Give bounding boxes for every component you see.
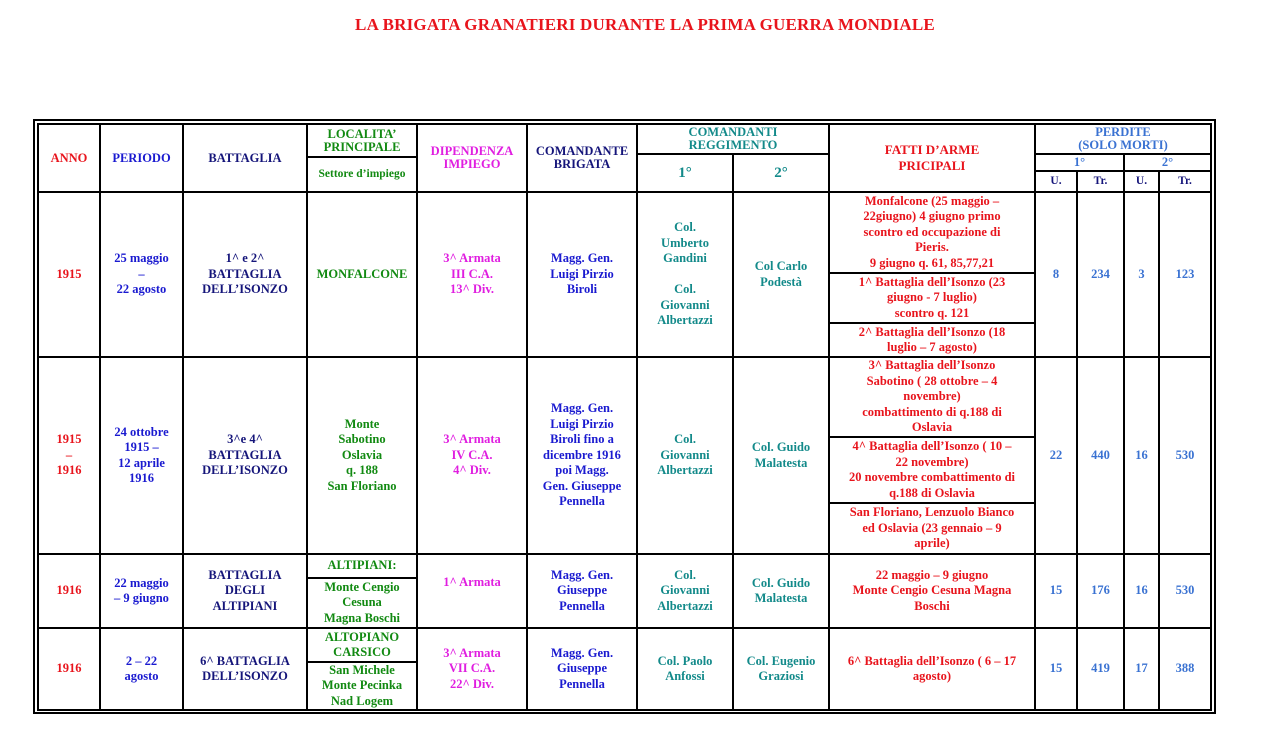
row2-regg2: Col. Guido Malatesta (732, 356, 830, 555)
row3-regg1: Col. Giovanni Albertazzi (636, 553, 734, 629)
header-regg2: 2° (732, 153, 830, 193)
row4-perdite-tr2: 388 (1158, 627, 1212, 711)
row3-regg2: Col. Guido Malatesta (732, 553, 830, 629)
row1-regg2: Col Carlo Podestà (732, 191, 830, 358)
row1-comandante: Magg. Gen. Luigi Pirzio Biroli (526, 191, 638, 358)
row3-dipendenza: 1^ Armata (416, 553, 528, 629)
row2-perdite-u2: 16 (1123, 356, 1160, 555)
row4-localita: San Michele Monte Pecinka Nad Logem (306, 661, 418, 711)
header-tr2: Tr. (1158, 170, 1212, 193)
row2-fatti-1: 3^ Battaglia dell’Isonzo Sabotino ( 28 ottobre – 4 novembre) combattimento di q.188 di Oslavia (828, 356, 1036, 438)
row2-comandante: Magg. Gen. Luigi Pirzio Biroli fino a dicembre 1916 poi Magg. Gen. Giuseppe Pennella (526, 356, 638, 555)
row3-battaglia: BATTAGLIA DEGLI ALTIPIANI (182, 553, 308, 629)
row2-fatti-3: San Floriano, Lenzuolo Bianco ed Oslavia (23 gennaio – 9 aprile) (828, 502, 1036, 555)
row4-localita-top: ALTOPIANO CARSICO (306, 627, 418, 663)
row2-regg1: Col. Giovanni Albertazzi (636, 356, 734, 555)
row2-perdite-tr1: 440 (1076, 356, 1125, 555)
row4-comandante: Magg. Gen. Giuseppe Pennella (526, 627, 638, 711)
row4-dipendenza: 3^ Armata VII C.A. 22^ Div. (416, 627, 528, 711)
row3-perdite-tr1: 176 (1076, 553, 1125, 629)
row3-perdite-u2: 16 (1123, 553, 1160, 629)
header-localita: LOCALITA’ PRINCIPALE (306, 123, 418, 158)
row1-dipendenza: 3^ Armata III C.A. 13^ Div. (416, 191, 528, 358)
row3-periodo: 22 maggio – 9 giugno (99, 553, 184, 629)
row4-perdite-tr1: 419 (1076, 627, 1125, 711)
row4-regg2: Col. Eugenio Graziosi (732, 627, 830, 711)
row2-battaglia: 3^e 4^ BATTAGLIA DELL’ISONZO (182, 356, 308, 555)
row3-comandante: Magg. Gen. Giuseppe Pennella (526, 553, 638, 629)
row1-perdite-u2: 3 (1123, 191, 1160, 358)
row4-periodo: 2 – 22 agosto (99, 627, 184, 711)
row1-perdite-tr1: 234 (1076, 191, 1125, 358)
row1-fatti-2: 1^ Battaglia dell’Isonzo (23 giugno - 7 luglio) scontro q. 121 (828, 272, 1036, 324)
header-perdite-2: 2° (1123, 153, 1212, 172)
header-settore: Settore d’impiego (306, 156, 418, 193)
header-comandanti-reggimento: COMANDANTI REGGIMENTO (636, 123, 830, 155)
row2-anno: 1915 – 1916 (37, 356, 101, 555)
row1-localita: MONFALCONE (306, 191, 418, 358)
row2-fatti-2: 4^ Battaglia dell’Isonzo ( 10 – 22 novembre) 20 novembre combattimento di q.188 di Oslavia (828, 436, 1036, 504)
row1-anno: 1915 (37, 191, 101, 358)
header-perdite-1: 1° (1034, 153, 1125, 172)
row1-perdite-u1: 8 (1034, 191, 1078, 358)
header-dipendenza: DIPENDENZA IMPIEGO (416, 123, 528, 193)
row2-localita: Monte Sabotino Oslavia q. 188 San Floriano (306, 356, 418, 555)
row4-perdite-u1: 15 (1034, 627, 1078, 711)
row3-localita: Monte Cengio Cesuna Magna Boschi (306, 577, 418, 629)
header-u2: U. (1123, 170, 1160, 193)
header-anno: ANNO (37, 123, 101, 193)
header-perdite: PERDITE (SOLO MORTI) (1034, 123, 1212, 155)
row4-battaglia: 6^ BATTAGLIA DELL’ISONZO (182, 627, 308, 711)
row2-periodo: 24 ottobre 1915 – 12 aprile 1916 (99, 356, 184, 555)
row2-perdite-tr2: 530 (1158, 356, 1212, 555)
page-title: LA BRIGATA GRANATIERI DURANTE LA PRIMA GUERRA MONDIALE (355, 15, 935, 34)
row1-fatti-1: Monfalcone (25 maggio – 22giugno) 4 giugno primo scontro ed occupazione di Pieris. 9 giugno q. 61, 85,77,21 (828, 191, 1036, 274)
header-fatti: FATTI D’ARME PRICIPALI (828, 123, 1036, 193)
row1-battaglia: 1^ e 2^ BATTAGLIA DELL’ISONZO (182, 191, 308, 358)
row4-anno: 1916 (37, 627, 101, 711)
row3-perdite-u1: 15 (1034, 553, 1078, 629)
header-regg1: 1° (636, 153, 734, 193)
row4-perdite-u2: 17 (1123, 627, 1160, 711)
header-periodo: PERIODO (99, 123, 184, 193)
row1-regg1: Col. Umberto Gandini Col. Giovanni Albertazzi (636, 191, 734, 358)
row1-periodo: 25 maggio – 22 agosto (99, 191, 184, 358)
row3-localita-top: ALTIPIANI: (306, 553, 418, 579)
row1-fatti-3: 2^ Battaglia dell’Isonzo (18 luglio – 7 agosto) (828, 322, 1036, 358)
row4-regg1: Col. Paolo Anfossi (636, 627, 734, 711)
header-u1: U. (1034, 170, 1078, 193)
row3-anno: 1916 (37, 553, 101, 629)
row1-perdite-tr2: 123 (1158, 191, 1212, 358)
header-comandante: COMANDANTE BRIGATA (526, 123, 638, 193)
header-tr1: Tr. (1076, 170, 1125, 193)
row2-dipendenza: 3^ Armata IV C.A. 4^ Div. (416, 356, 528, 555)
row4-fatti: 6^ Battaglia dell’Isonzo ( 6 – 17 agosto) (828, 627, 1036, 711)
row2-perdite-u1: 22 (1034, 356, 1078, 555)
row3-perdite-tr2: 530 (1158, 553, 1212, 629)
row3-fatti: 22 maggio – 9 giugno Monte Cengio Cesuna Magna Boschi (828, 553, 1036, 629)
header-battaglia: BATTAGLIA (182, 123, 308, 193)
